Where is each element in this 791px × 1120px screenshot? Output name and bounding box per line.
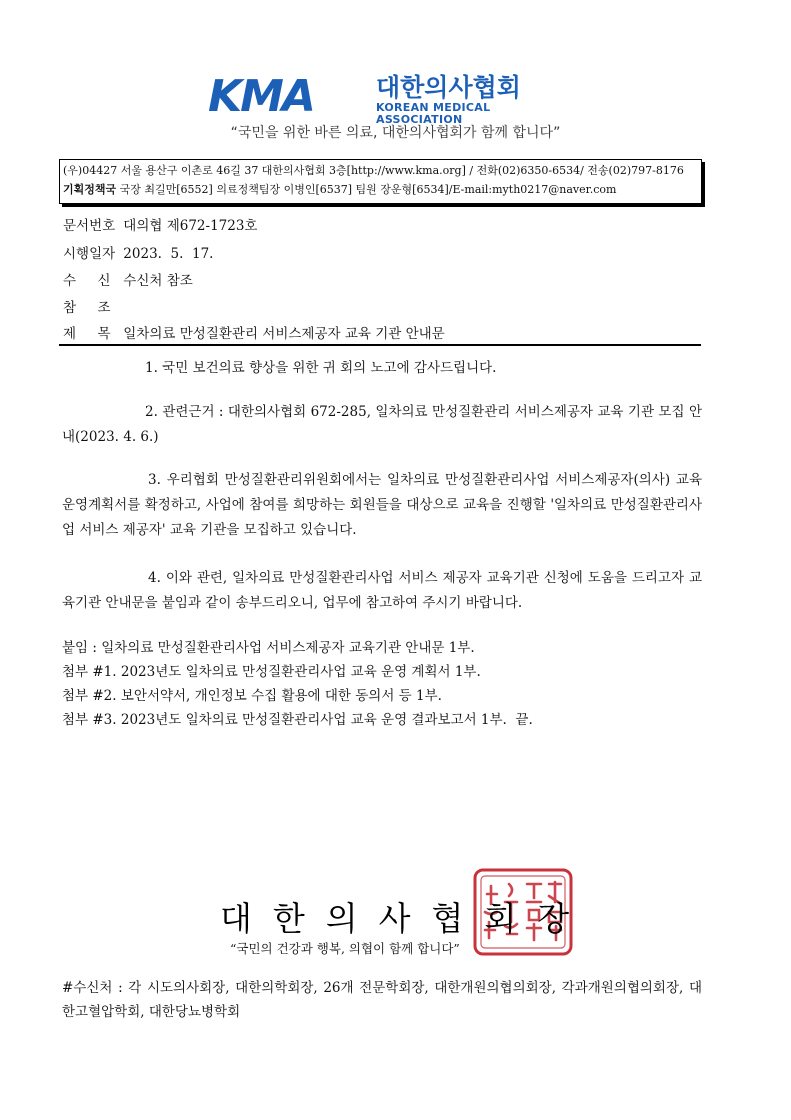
signer-title: 대한의사협회장 [220,899,591,938]
paragraph-4: 4. 이와 관련, 일차의료 만성질환관리사업 서비스 제공자 교육기관 신청에 도움을 드리고자 교육기관 안내문을 붙임과 같이 송부드리오니, 업무에 참고하여 주시기 바랍니다. [62,570,702,611]
paragraph-2: 2. 관련근거 : 대한의사협회 672-285, 일차의료 만성질환관리 서비스제공자 교육 기관 모집 안내(2023. 4. 6.) [62,404,702,445]
date-value: 2023. 5. 17. [123,246,214,262]
contact-line [63,183,616,197]
header-divider [59,344,701,346]
subject-label: 제 목 [63,326,111,342]
paragraph-1: 1. 국민 보건의료 향상을 위한 귀 회의 노고에 감사드립니다. [145,360,497,376]
recipient-label: 수 신 [63,273,111,289]
recipient-row [63,272,193,290]
attachment-line: 붙임 : 일차의료 만성질환관리사업 서비스제공자 교육기관 안내문 1부. [62,640,475,656]
doc-number-label: 문서번호 [63,218,116,234]
recipient-value: 수신처 참조 [123,273,193,289]
logo-mark: KMA [208,71,314,122]
attachment-line: 첨부 #3. 2023년도 일차의료 만성질환관리사업 교육 운영 결과보고서 1부. 끝. [62,712,533,728]
reference-label: 참 조 [63,300,111,316]
attachment-line: 첨부 #1. 2023년도 일차의료 만성질환관리사업 교육 운영 계획서 1부. [62,664,481,680]
attachment-line: 첨부 #2. 보안서약서, 개인정보 수집 활용에 대한 동의서 등 1부. [62,688,442,704]
doc-number-row [63,217,257,235]
address-line: (우)04427 서울 용산구 이촌로 46길 37 대한의사협회 3층[http://www.kma.org] / 전화(02)6350-6534/ 전송(02)797-8176 [63,164,684,177]
contact-details: 국장 최길만[6552] 의료정책팀장 이병인[6537] 팀원 장운형[6534]/E-mail:myth0217@naver.com [116,183,617,196]
kma-logo [208,71,558,126]
subject-row [63,325,445,343]
logo-name-english: KOREAN MEDICAL ASSOCIATION [376,101,491,126]
reference-row [63,299,119,317]
bottom-slogan: “국민의 건강과 행복, 의협이 함께 합니다” [230,941,460,956]
recipient-list: #수신처 : 각 시도의사회장, 대한의학회장, 26개 전문학회장, 대한개원의협의회장, 각과개원의협의회장, 대한고혈압학회, 대한당뇨병학회 [62,980,702,1020]
logo-name-korean: 대한의사협회 [376,73,521,102]
department-name: 기획정책국 [63,183,117,196]
doc-number: 대의협 제672-1723호 [123,218,258,234]
paragraph-3: 3. 우리협회 만성질환관리위원회에서는 일차의료 만성질환관리사업 서비스제공자(의사) 교육운영계획서를 확정하고, 사업에 참여를 희망하는 회원들을 대상으로 교육을 진행할 '일차의료 만성질환관리사업 서비스 제공자' 교육 기관을 모집하고 있습니다. [62,472,702,538]
sender-info-box [59,159,702,204]
date-row [63,245,213,263]
top-slogan: “국민을 위한 바른 의료, 대한의사협회가 함께 합니다” [230,125,561,141]
subject-value: 일차의료 만성질환관리 서비스제공자 교육 기관 안내문 [123,326,445,342]
date-label: 시행일자 [63,246,116,262]
